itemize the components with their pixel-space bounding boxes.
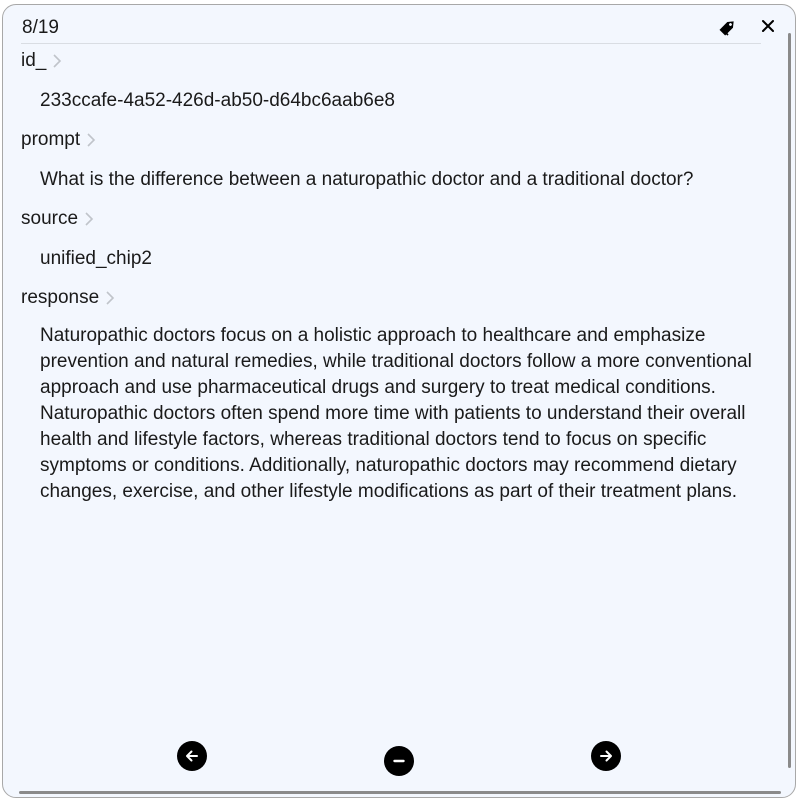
horizontal-scrollbar[interactable]	[19, 791, 781, 794]
field-key-label: prompt	[21, 129, 81, 150]
header-bar	[21, 11, 761, 44]
field-value: 233ccafe-4a52-426d-ab50-d64bc6aab6e8	[40, 90, 395, 111]
next-button[interactable]	[591, 741, 621, 771]
field-key-label: source	[21, 208, 79, 229]
field-value: unified_chip2	[40, 248, 152, 269]
chevron-right-icon	[82, 209, 96, 229]
minus-circle-icon	[390, 752, 408, 770]
field-value: Naturopathic doctors focus on a holistic approach to healthcare and emphasize prevention and natural remedies, while traditional doctors follow a more conventional approach and use pharmaceutical drugs and surgery to treat medical conditions. Naturopathic doctors often spend more time with patients to understand their overall health and lifestyle factors, whereas traditional doctors tend to focus on specific symptoms or conditions. Additionally, naturopathic doctors may recommend dietary changes, exercise, and other lifestyle modifications as part of their treatment plans.	[40, 325, 752, 502]
tag-button[interactable]	[717, 16, 739, 38]
arrow-right-icon	[597, 747, 615, 765]
field-key-toggle[interactable]	[21, 207, 761, 231]
vertical-scrollbar[interactable]	[788, 33, 791, 768]
field-value: What is the difference between a naturopathic doctor and a traditional doctor?	[40, 169, 694, 190]
field-source	[21, 207, 761, 272]
field-key-toggle[interactable]	[21, 286, 761, 310]
field-response	[21, 286, 761, 505]
field-prompt	[21, 128, 761, 193]
close-button[interactable]	[759, 17, 777, 35]
record-counter: 8/19	[22, 17, 59, 38]
close-icon	[759, 17, 777, 35]
record-fields	[21, 49, 761, 519]
field-id	[21, 49, 761, 114]
previous-button[interactable]	[177, 741, 207, 771]
remove-button[interactable]	[384, 746, 414, 776]
field-key-label: response	[21, 287, 100, 308]
field-key-label: id_	[21, 50, 47, 71]
chevron-right-icon	[84, 130, 98, 150]
tag-icon	[717, 16, 739, 38]
arrow-left-icon	[183, 747, 201, 765]
record-viewer-window	[2, 4, 796, 798]
field-key-toggle[interactable]	[21, 128, 761, 152]
chevron-right-icon	[103, 288, 117, 308]
field-key-toggle[interactable]	[21, 49, 761, 73]
chevron-right-icon	[50, 51, 64, 71]
